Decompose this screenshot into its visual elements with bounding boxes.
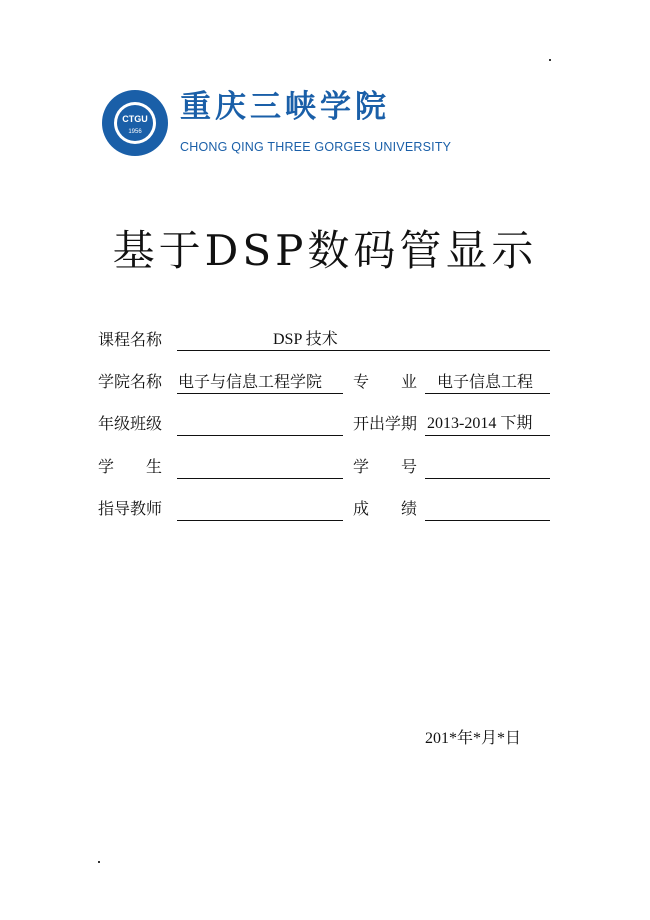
university-name-en: CHONG QING THREE GORGES UNIVERSITY xyxy=(180,140,452,154)
college-value: 电子与信息工程学院 xyxy=(178,372,323,391)
major-label: 专 业 xyxy=(353,372,418,391)
corner-mark-bottom xyxy=(98,861,100,863)
grade-label: 年级班级 xyxy=(98,414,163,433)
student-id-underline xyxy=(425,478,550,479)
major-underline xyxy=(425,393,550,394)
score-underline xyxy=(425,520,550,521)
college-underline xyxy=(177,393,343,394)
course-label: 课程名称 xyxy=(98,330,163,349)
submission-date: 201*年*月*日 xyxy=(425,730,522,747)
course-underline xyxy=(177,350,550,351)
student-id-label: 学 号 xyxy=(353,457,418,476)
score-label: 成 绩 xyxy=(353,499,418,518)
major-value: 电子信息工程 xyxy=(437,372,534,391)
grade-underline xyxy=(177,435,343,436)
college-label: 学院名称 xyxy=(98,372,163,391)
term-value: 2013-2014 下期 xyxy=(427,415,533,432)
term-underline xyxy=(425,435,550,436)
university-emblem-icon xyxy=(100,88,170,158)
term-label: 开出学期 xyxy=(353,414,418,433)
teacher-label: 指导教师 xyxy=(98,499,163,518)
student-label: 学 生 xyxy=(98,457,163,476)
document-title: 基于DSP数码管显示 xyxy=(112,226,538,275)
corner-mark-top xyxy=(549,59,551,61)
emblem-year: 1956 xyxy=(128,129,142,135)
teacher-underline xyxy=(177,520,343,521)
course-value: DSP 技术 xyxy=(273,331,338,348)
university-name-cn: 重庆三峡学院 xyxy=(180,89,390,125)
student-underline xyxy=(177,478,343,479)
emblem-abbr: CTGU xyxy=(122,114,148,124)
